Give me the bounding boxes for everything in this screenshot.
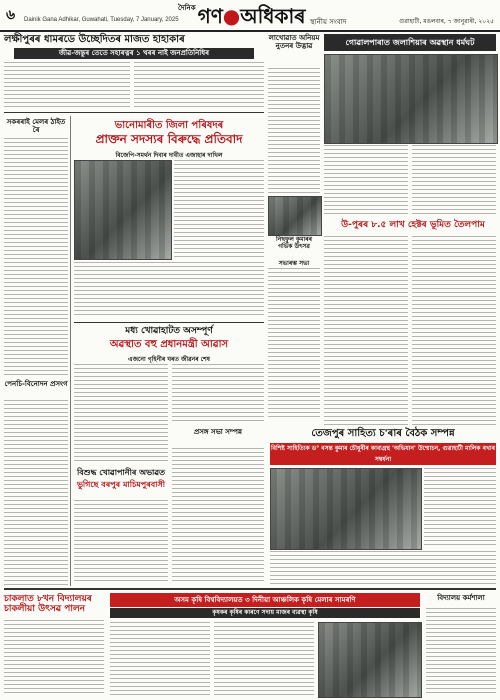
page-number: ৬ [6, 7, 16, 23]
body-a9 [4, 400, 68, 586]
headline-a5: প্ৰাক্তন সদস্যৰ বিৰুদ্ধে প্ৰতিবাদ [95, 132, 243, 146]
masthead [0, 0, 500, 32]
headline-a10: তেজপুৰ সাহিত্য চ'ৰাৰ বৈঠক সম্পন্ন [311, 428, 455, 439]
headline-a7: নিছফুল কুমাৰৰ গৰ্ভিক উৎসৱ [276, 236, 312, 250]
section-label: স্থানীয় সংবাদ [310, 18, 347, 26]
subhead-a8: এজনো গৃহিনীৰ ঘৰত জীৱনৰ শেষ [128, 356, 210, 363]
body-a10-bottom [270, 551, 496, 584]
body-a6-left [324, 236, 408, 426]
body-a8-right [172, 364, 264, 424]
headline-a11: ভুগিছে বৰপুৰ মাচিমপুৰবাসী [76, 480, 166, 489]
subhead-a1: জীৱ-জন্তুৰ তেতে সহাৰত্নৰ ১ খৰৰ নাই জনপ্ৰতিনিধিৰ [14, 48, 254, 59]
headline-a12: প্ৰসঙ্গ সভা সম্পন্ন [194, 428, 242, 436]
publication-line: Dainik Gana Adhikar, Guwahati, Tuesday, 7 January, 2025 [24, 17, 179, 23]
body-a15 [426, 608, 496, 696]
body-a3-right [412, 145, 496, 215]
headline-a9: পেনচি-বিনোদন প্ৰসংগ [4, 380, 68, 388]
body-a14-col2 [214, 622, 314, 696]
body-a12 [172, 448, 264, 584]
body-a7 [268, 268, 320, 418]
issue-date: গুৱাহাটী, মঙলবাৰ, ৭ জানুৱাৰী, ২০২৫ [399, 18, 494, 25]
subhead-a5: বিজেপি-সমৰ্থন দিবাৰ দাবীত এজাহাৰ দাখিল [115, 152, 223, 159]
divider [4, 112, 264, 113]
logo-prefix: দৈনিক [178, 3, 196, 12]
agri-fair-photo [318, 622, 422, 698]
divider [74, 322, 264, 323]
body-a5-right [174, 160, 264, 258]
book-release-photo [270, 468, 422, 550]
newspaper-logo [178, 2, 306, 35]
body-a4 [4, 138, 68, 376]
logo-dot-icon: ● [222, 4, 241, 28]
body-a5-bottom [74, 262, 264, 318]
logo-end: অধিকাৰ [240, 4, 306, 28]
headline-a1: লক্ষীপুৰৰ ধামৰডে উচ্ছেদিতৰ মাজত হাহাকাৰ [4, 34, 185, 45]
headline-a13: চাকলাত ৮খন বিদ্যালয়ৰ চাকলীয়া উৎসৱ পালন [4, 594, 92, 615]
kicker-a5: ভানোমাৰীত জিলা পৰিষদৰ [114, 120, 224, 131]
headline-a4: সকৰৰাই মেলৰ ঠাইত ৰৈ [6, 118, 66, 135]
body-a3-left [324, 145, 408, 215]
headline-a2: লাখোৱাত অনিয়ম নুতনৰ উদ্ভাৱ [268, 34, 320, 51]
headline-a14: অসম কৃষি বিশ্ববিদ্যালয়ত ৩ দিনীয়া আঞ্চলিক কৃষি মেলাৰ সামৰণি [110, 593, 420, 607]
festival-photo [268, 196, 322, 236]
subhead-a10: বিশিষ্ট সাহিত্যিক ড° বসন্ত কুমাৰ চৌধুৰীৰ কাব্যগ্ৰন্থ 'অভিযান' উন্মোচন, গুৱাহাটী মালিক ৰখাৰ সম্বৰ্ধনা [270, 445, 496, 463]
body-a2 [268, 68, 320, 193]
subhead-a7: সভাৰম্ভ সভা [278, 260, 310, 267]
body-a13 [4, 620, 104, 696]
headline-a8: অৱস্থাত বহু প্ৰধানমন্ত্ৰী আৱাস [109, 339, 229, 350]
body-a14-col1 [110, 622, 210, 696]
body-a11 [74, 500, 168, 584]
kicker-a11: বিশুদ্ধ খোৱাপানীৰ অভাৱত [76, 468, 166, 477]
logo-main: গণ [197, 4, 223, 28]
body-a6-right [412, 236, 496, 426]
body-a8-left [74, 364, 168, 464]
protest-photo [324, 54, 498, 144]
meeting-photo [74, 160, 172, 260]
headline-a15: বিদ্যালয় কৰ্মশালা [437, 594, 485, 602]
headline-a3: গোৱালপাৰাত জলাশিয়াৰ অৱস্থান ধৰ্মঘট [324, 34, 496, 51]
column-rule [70, 116, 71, 586]
kicker-a8: মধ্য খোৱাহাটত অসম্পূৰ্ণ [125, 326, 213, 336]
divider [4, 588, 496, 590]
body-a1-right [134, 62, 264, 110]
subhead-a14: কৃষকৰ কৃষিৰ কাৰণে সদায় মাজৰ ব্যৱস্থা কৃষি [110, 608, 420, 618]
body-a10-right [424, 468, 496, 548]
headline-a6: উ-পুৰৰ ৮.৫ লাখ হেক্টৰ ভূমিত তৈলপাম [341, 220, 485, 230]
body-a1-left [4, 62, 130, 110]
